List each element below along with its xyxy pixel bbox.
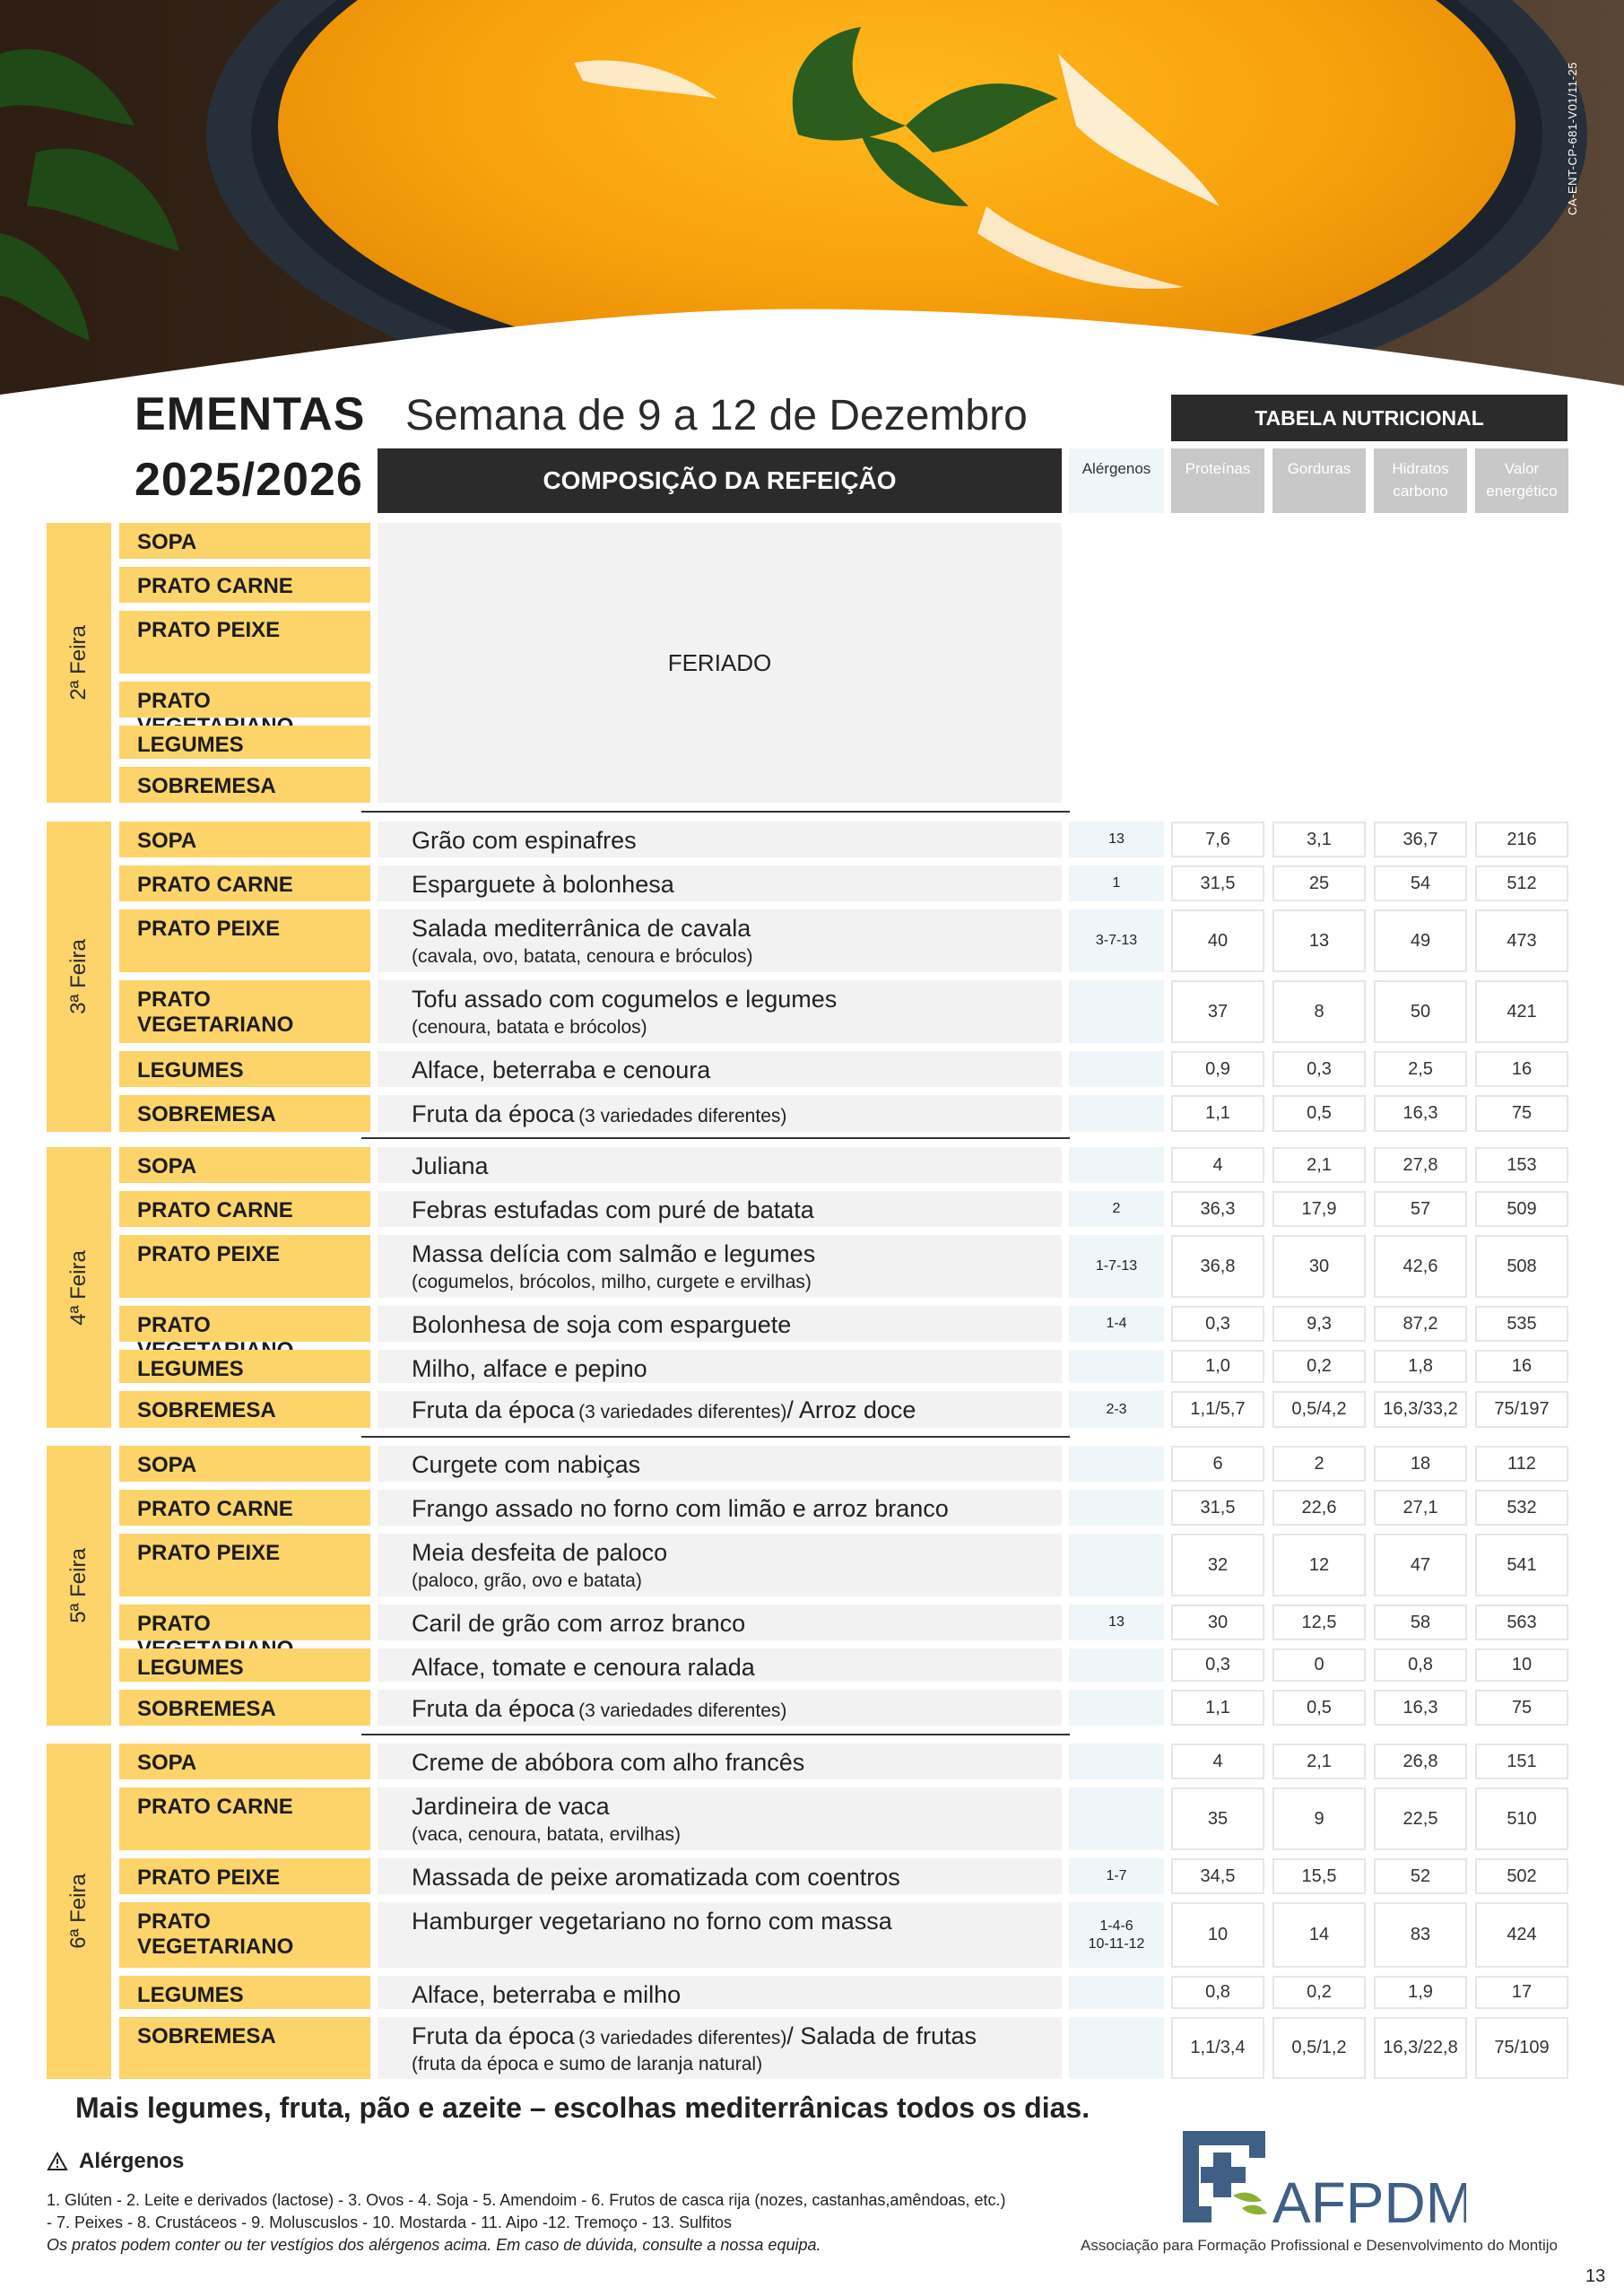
- energy-value: 512: [1475, 865, 1568, 901]
- protein-value: 6: [1171, 1446, 1264, 1482]
- protein-value: 10: [1171, 1902, 1264, 1968]
- dish-name: Bolonhesa de soja com esparguete: [412, 1311, 792, 1338]
- dish-name: Creme de abóbora com alho francês: [412, 1749, 805, 1776]
- nutrition-table-header: TABELA NUTRICIONAL: [1171, 395, 1568, 441]
- dish-name: Fruta da época: [412, 1695, 575, 1722]
- protein-value: 36,3: [1171, 1191, 1264, 1227]
- energy-value: 16: [1475, 1051, 1568, 1087]
- dish-name: Esparguete à bolonhesa: [412, 871, 674, 898]
- carbs-value: 16,3/22,8: [1374, 2017, 1467, 2079]
- allergens-cell: [1069, 1235, 1164, 1298]
- energy-value: 75: [1475, 1690, 1568, 1726]
- day-label: 3ª Feira: [47, 822, 111, 1132]
- carbs-value: 27,8: [1374, 1147, 1467, 1183]
- allergens-cell: [1069, 1147, 1164, 1183]
- fat-value: 0,5: [1272, 1095, 1366, 1132]
- protein-value: 32: [1171, 1534, 1264, 1596]
- dish-detail: (fruta da época e sumo de laranja natural): [412, 2054, 763, 2074]
- fat-value: 12: [1272, 1534, 1366, 1596]
- page-number: 13: [1585, 2266, 1606, 2286]
- carbs-value: 50: [1374, 980, 1467, 1043]
- dish-name: Alface, tomate e cenoura ralada: [412, 1654, 755, 1681]
- energy-value: 563: [1475, 1605, 1568, 1640]
- fat-value: 17,9: [1272, 1191, 1366, 1227]
- dish-name: Febras estufadas com puré de batata: [412, 1196, 814, 1223]
- carbs-value: 47: [1374, 1534, 1467, 1596]
- dish-note: (3 variedades diferentes): [578, 1402, 787, 1422]
- energy-value: 421: [1475, 980, 1568, 1043]
- allergens-codes: 2-3: [1106, 1401, 1127, 1417]
- carbs-value: 58: [1374, 1605, 1467, 1640]
- dish-name: Massa delícia com salmão e legumes: [412, 1240, 816, 1267]
- day-label: 6ª Feira: [47, 1744, 111, 2079]
- category-prato-peixe: PRATO PEIXE: [119, 1235, 370, 1298]
- fat-value: 2,1: [1272, 1147, 1366, 1183]
- dish-name: Fruta da época: [412, 2022, 575, 2049]
- protein-value: 4: [1171, 1147, 1264, 1183]
- dish-description: [378, 1191, 1062, 1227]
- allergens-cell: [1069, 909, 1164, 972]
- allergens-legend-line2: - 7. Peixes - 8. Crustáceos - 9. Moluscuslos - 10. Mostarda - 11. Aipo -12. Tremoço - 13. Sulfitos: [47, 2213, 732, 2231]
- protein-value: 0,9: [1171, 1051, 1264, 1087]
- allergens-cell: [1069, 1095, 1164, 1132]
- allergens-cell: [1069, 1787, 1164, 1850]
- protein-value: 34,5: [1171, 1858, 1264, 1894]
- dish-description: [378, 822, 1062, 857]
- fat-value: 13: [1272, 909, 1366, 972]
- dish-alternative: / Arroz doce: [786, 1396, 916, 1423]
- energy-value: 16: [1475, 1350, 1568, 1383]
- meal-composition-header: COMPOSIÇÃO DA REFEIÇÃO: [378, 448, 1062, 513]
- fat-value: 0,2: [1272, 1976, 1366, 2009]
- category-prato-carne: PRATO CARNE: [119, 1490, 370, 1526]
- allergens-codes: 13: [1108, 831, 1125, 847]
- protein-value: 1,1: [1171, 1095, 1264, 1132]
- fat-value: 0,5/4,2: [1272, 1391, 1366, 1428]
- carbs-value: 1,8: [1374, 1350, 1467, 1383]
- allergens-cell: [1069, 865, 1164, 901]
- slogan: Mais legumes, fruta, pão e azeite – escolhas mediterrânicas todos os dias.: [75, 2092, 1090, 2124]
- day-separator: [361, 1436, 1070, 1438]
- energy-value: 502: [1475, 1858, 1568, 1894]
- category-prato-peixe: PRATO PEIXE: [119, 611, 370, 674]
- dish-detail: (cenoura, batata e brócolos): [412, 1017, 647, 1038]
- energy-value: 75/109: [1475, 2017, 1568, 2079]
- allergens-cell: [1069, 980, 1164, 1043]
- carbs-value: 2,5: [1374, 1051, 1467, 1087]
- category-prato-vegetariano: PRATO VEGETARIANO: [119, 980, 370, 1043]
- dish-description: [378, 1350, 1062, 1383]
- carbs-value: 42,6: [1374, 1235, 1467, 1298]
- category-legumes: LEGUMES: [119, 1051, 370, 1087]
- allergens-cell: [1069, 1446, 1164, 1482]
- allergens-cell: [1069, 1605, 1164, 1640]
- protein-value: 31,5: [1171, 865, 1264, 901]
- fat-value: 9,3: [1272, 1306, 1366, 1342]
- category-sopa: SOPA: [119, 822, 370, 857]
- association-name: Associação para Formação Profissional e Desenvolvimento do Montijo: [1081, 2237, 1558, 2254]
- fat-value: 0,2: [1272, 1350, 1366, 1383]
- dish-description: [378, 1976, 1062, 2009]
- energy-value: 424: [1475, 1902, 1568, 1968]
- category-legumes: LEGUMES: [119, 1648, 370, 1682]
- dish-description: [378, 1902, 1062, 1968]
- day-separator: [361, 1734, 1070, 1735]
- allergens-legend-title: Alérgenos: [47, 2149, 184, 2174]
- dish-name: Grão com espinafres: [412, 827, 637, 854]
- allergens-codes: 1-4-6: [1099, 1918, 1133, 1934]
- category-prato-carne: PRATO CARNE: [119, 1191, 370, 1227]
- carbs-value: 54: [1374, 865, 1467, 901]
- energy-value: 10: [1475, 1648, 1568, 1682]
- category-prato-carne: PRATO CARNE: [119, 1787, 370, 1850]
- allergens-codes: 1: [1112, 875, 1121, 891]
- dish-description: [378, 865, 1062, 901]
- category-sopa: SOPA: [119, 1147, 370, 1183]
- dish-description: [378, 1744, 1062, 1779]
- allergens-cell: [1069, 822, 1164, 857]
- carbs-value: 16,3: [1374, 1095, 1467, 1132]
- dish-name: Juliana: [412, 1152, 489, 1179]
- dish-note: (3 variedades diferentes): [578, 2028, 787, 2048]
- energy-value: 153: [1475, 1147, 1568, 1183]
- fat-value: 30: [1272, 1235, 1366, 1298]
- allergens-legend-line1: 1. Glúten - 2. Leite e derivados (lactose) - 3. Ovos - 4. Soja - 5. Amendoim - 6. Frutos de casca rija (nozes, castanhas,amêndoas, etc.): [47, 2191, 1006, 2209]
- protein-value: 7,6: [1171, 822, 1264, 857]
- dish-description: [378, 1446, 1062, 1482]
- protein-value: 1,1/5,7: [1171, 1391, 1264, 1428]
- energy-value: 75: [1475, 1095, 1568, 1132]
- fat-value: 14: [1272, 1902, 1366, 1968]
- energy-value: 509: [1475, 1191, 1568, 1227]
- energy-value: 112: [1475, 1446, 1568, 1482]
- title-year: 2025/2026: [135, 454, 363, 506]
- dish-name: Curgete com nabiças: [412, 1451, 641, 1478]
- dish-name: Alface, beterraba e cenoura: [412, 1057, 711, 1083]
- afpdm-logo: [1179, 2126, 1466, 2233]
- fat-value: 8: [1272, 980, 1366, 1043]
- dish-description: [378, 1235, 1062, 1298]
- protein-value: 35: [1171, 1787, 1264, 1850]
- dish-name: Massada de peixe aromatizada com coentros: [412, 1864, 900, 1891]
- protein-column-header: Proteínas: [1171, 448, 1264, 513]
- carbs-value: 57: [1374, 1191, 1467, 1227]
- carbs-value: 27,1: [1374, 1490, 1467, 1526]
- fat-value: 15,5: [1272, 1858, 1366, 1894]
- day-separator: [361, 1137, 1070, 1139]
- dish-description: [378, 1648, 1062, 1682]
- allergens-cell: [1069, 1534, 1164, 1596]
- dish-name: Fruta da época: [412, 1100, 575, 1127]
- energy-value: 541: [1475, 1534, 1568, 1596]
- fat-value: 3,1: [1272, 822, 1366, 857]
- dish-description: [378, 909, 1062, 972]
- allergens-cell: [1069, 1690, 1164, 1726]
- fat-value: 25: [1272, 865, 1366, 901]
- carbs-value: 87,2: [1374, 1306, 1467, 1342]
- carbs-value: 22,5: [1374, 1787, 1467, 1850]
- title-ementas: EMENTAS: [135, 388, 366, 440]
- allergens-cell: [1069, 1902, 1164, 1968]
- carbs-value: 52: [1374, 1858, 1467, 1894]
- dish-name: Caril de grão com arroz branco: [412, 1610, 746, 1637]
- fat-value: 2: [1272, 1446, 1366, 1482]
- carbs-value: 16,3/33,2: [1374, 1391, 1467, 1428]
- allergens-cell: [1069, 1051, 1164, 1087]
- allergens-cell: [1069, 1490, 1164, 1526]
- allergens-codes: 2: [1112, 1201, 1121, 1216]
- allergens-cell: [1069, 1976, 1164, 2009]
- protein-value: 36,8: [1171, 1235, 1264, 1298]
- category-prato-carne: PRATO CARNE: [119, 567, 370, 603]
- protein-value: 40: [1171, 909, 1264, 972]
- dish-name: Milho, alface e pepino: [412, 1355, 647, 1382]
- day-separator: [361, 811, 1070, 813]
- dish-description: [378, 1534, 1062, 1596]
- category-prato-vegetariano: PRATO: [119, 1605, 370, 1640]
- allergens-codes: 1-7: [1106, 1868, 1127, 1883]
- allergens-cell: [1069, 1306, 1164, 1342]
- carbs-value: 16,3: [1374, 1690, 1467, 1726]
- category-prato-vegetariano: PRATO: [119, 682, 370, 718]
- dish-note: (3 variedades diferentes): [578, 1700, 787, 1721]
- category-sopa: SOPA: [119, 1744, 370, 1779]
- category-prato-peixe: PRATO PEIXE: [119, 1858, 370, 1894]
- protein-value: 0,3: [1171, 1648, 1264, 1682]
- category-legumes: LEGUMES: [119, 726, 370, 759]
- category-sopa: SOPA: [119, 523, 370, 559]
- dish-name: Fruta da época: [412, 1396, 575, 1423]
- dish-detail: (paloco, grão, ovo e batata): [412, 1570, 642, 1591]
- energy-value: 75/197: [1475, 1391, 1568, 1428]
- dish-name: Frango assado no forno com limão e arroz branco: [412, 1495, 949, 1522]
- dish-description: [378, 1787, 1062, 1850]
- category-legumes: LEGUMES: [119, 1976, 370, 2009]
- category-sobremesa: SOBREMESA: [119, 1391, 370, 1428]
- allergens-codes: 3-7-13: [1095, 933, 1138, 948]
- protein-value: 1,0: [1171, 1350, 1264, 1383]
- allergens-cell: [1069, 1391, 1164, 1428]
- protein-value: 0,8: [1171, 1976, 1264, 2009]
- allergens-cell: [1069, 1350, 1164, 1383]
- dish-description: [378, 1690, 1062, 1726]
- allergens-codes: 1-7-13: [1095, 1258, 1138, 1274]
- dish-description: [378, 980, 1062, 1043]
- dish-description: [378, 2017, 1062, 2079]
- carbs-value: 49: [1374, 909, 1467, 972]
- protein-value: 1,1/3,4: [1171, 2017, 1264, 2079]
- protein-value: 31,5: [1171, 1490, 1264, 1526]
- protein-value: 0,3: [1171, 1306, 1264, 1342]
- fat-column-header: Gorduras: [1272, 448, 1366, 513]
- carbs-value: 26,8: [1374, 1744, 1467, 1779]
- category-prato-peixe: PRATO PEIXE: [119, 1534, 370, 1596]
- protein-value: 4: [1171, 1744, 1264, 1779]
- energy-value: 535: [1475, 1306, 1568, 1342]
- energy-value: 473: [1475, 909, 1568, 972]
- allergens-cell: [1069, 1191, 1164, 1227]
- category-prato-carne: PRATO CARNE: [119, 865, 370, 901]
- carbs-value: 1,9: [1374, 1976, 1467, 2009]
- day-label: 2ª Feira: [47, 523, 111, 803]
- category-sobremesa: SOBREMESA: [119, 767, 370, 803]
- energy-column-header: Valor energético: [1475, 448, 1568, 513]
- energy-value: 216: [1475, 822, 1568, 857]
- carbs-column-header: Hidratos carbono: [1374, 448, 1467, 513]
- dish-name: Hamburger vegetariano no forno com massa: [412, 1908, 892, 1935]
- fat-value: 2,1: [1272, 1744, 1366, 1779]
- fat-value: 12,5: [1272, 1605, 1366, 1640]
- dish-name: Meia desfeita de paloco: [412, 1539, 668, 1566]
- dish-description: [378, 1858, 1062, 1894]
- fat-value: 9: [1272, 1787, 1366, 1850]
- day-label: 4ª Feira: [47, 1147, 111, 1428]
- allergens-cell: [1069, 1648, 1164, 1682]
- carbs-value: 36,7: [1374, 822, 1467, 857]
- hero-soup-image: [0, 0, 1624, 422]
- fat-value: 0,5/1,2: [1272, 2017, 1366, 2079]
- allergens-note: Os pratos podem conter ou ter vestígios dos alérgenos acima. Em caso de dúvida, consulte a nossa equipa.: [47, 2236, 821, 2254]
- dish-name: Alface, beterraba e milho: [412, 1981, 682, 2008]
- fat-value: 0: [1272, 1648, 1366, 1682]
- allergens-cell: [1069, 1744, 1164, 1779]
- category-prato-vegetariano: PRATO: [119, 1306, 370, 1342]
- dish-description: [378, 1306, 1062, 1342]
- dish-name: Jardineira de vaca: [412, 1793, 610, 1820]
- allergens-codes: 10-11-12: [1088, 1935, 1145, 1952]
- allergens-cell: [1069, 1858, 1164, 1894]
- fat-value: 0,3: [1272, 1051, 1366, 1087]
- protein-value: 37: [1171, 980, 1264, 1043]
- energy-value: 508: [1475, 1235, 1568, 1298]
- dish-note: (3 variedades diferentes): [578, 1106, 787, 1126]
- day-label: 5ª Feira: [47, 1446, 111, 1726]
- dish-detail: (cavala, ovo, batata, cenoura e bróculos): [412, 946, 753, 967]
- week-title: Semana de 9 a 12 de Dezembro: [405, 392, 1028, 439]
- dish-description: [378, 1095, 1062, 1132]
- document-code: CA-ENT-CP-681-V01/11-25: [1566, 62, 1579, 215]
- allergens-cell: [1069, 2017, 1164, 2079]
- fat-value: 22,6: [1272, 1490, 1366, 1526]
- dish-description: [378, 1051, 1062, 1087]
- category-sobremesa: SOBREMESA: [119, 2017, 370, 2079]
- svg-text:AFPDM: AFPDM: [1272, 2170, 1466, 2233]
- allergens-codes: 13: [1108, 1614, 1125, 1630]
- energy-value: 510: [1475, 1787, 1568, 1850]
- allergens-codes: 1-4: [1106, 1316, 1127, 1331]
- dish-description: [378, 1605, 1062, 1640]
- carbs-value: 83: [1374, 1902, 1467, 1968]
- category-legumes: LEGUMES: [119, 1350, 370, 1383]
- fat-value: 0,5: [1272, 1690, 1366, 1726]
- dish-name: Tofu assado com cogumelos e legumes: [412, 986, 838, 1013]
- protein-value: 1,1: [1171, 1690, 1264, 1726]
- category-sobremesa: SOBREMESA: [119, 1095, 370, 1132]
- category-sopa: SOPA: [119, 1446, 370, 1482]
- warning-icon: [47, 2152, 68, 2171]
- dish-alternative: / Salada de frutas: [786, 2022, 977, 2049]
- dish-name: Salada mediterrânica de cavala: [412, 915, 751, 942]
- dish-description: [378, 1147, 1062, 1183]
- energy-value: 532: [1475, 1490, 1568, 1526]
- category-prato-peixe: PRATO PEIXE: [119, 909, 370, 972]
- protein-value: 30: [1171, 1605, 1264, 1640]
- dish-description: [378, 1490, 1062, 1526]
- energy-value: 17: [1475, 1976, 1568, 2009]
- energy-value: 151: [1475, 1744, 1568, 1779]
- carbs-value: 0,8: [1374, 1648, 1467, 1682]
- category-prato-vegetariano: PRATO VEGETARIANO: [119, 1902, 370, 1968]
- allergens-column-header: Alérgenos: [1069, 448, 1164, 513]
- dish-detail: (cogumelos, brócolos, milho, curgete e ervilhas): [412, 1272, 812, 1292]
- dish-description: [378, 1391, 1062, 1428]
- carbs-value: 18: [1374, 1446, 1467, 1482]
- category-sobremesa: SOBREMESA: [119, 1690, 370, 1726]
- dish-detail: (vaca, cenoura, batata, ervilhas): [412, 1824, 681, 1845]
- holiday-notice: FERIADO: [378, 523, 1062, 803]
